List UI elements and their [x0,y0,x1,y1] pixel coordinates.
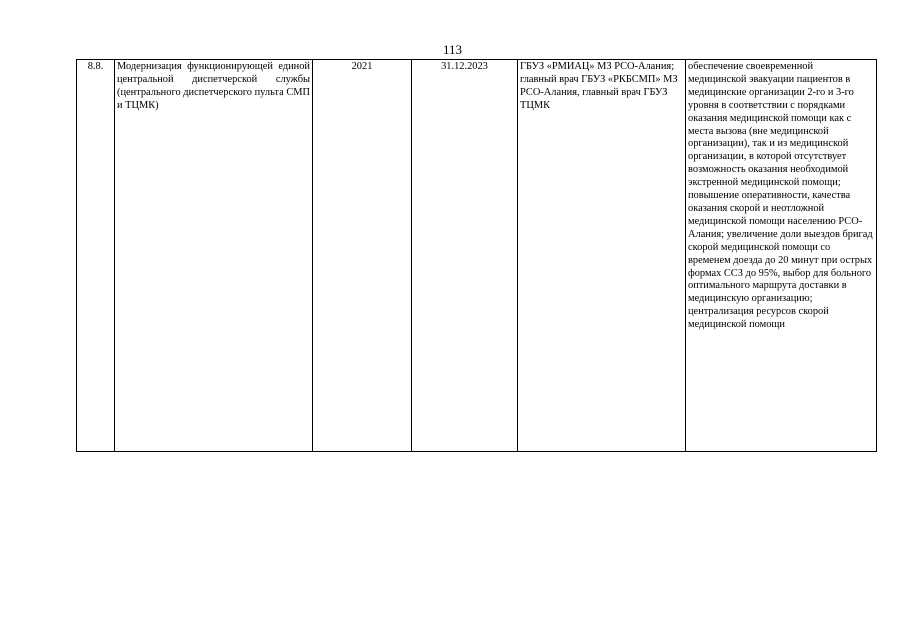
measure-name: Модернизация функционирующей единой центральной диспетчерской службы (центрального диспетчерского пульта СМП и ТЦМК) [117,61,310,111]
page-number: 113 [442,42,463,57]
end-date-cell [412,60,518,452]
executors-cell [518,60,686,452]
table-row [77,60,877,452]
measure-number-cell [77,60,115,452]
measures-table [76,59,877,452]
expected-result-text: обеспечение своевременной медицинской эвакуации пациентов в медицинские организации 2-го и 3-го уровня в соответствии с порядками оказания медицинской помощи как с места вызова (вне медицинской организации), так и из медицинской организации, в которой отсутствует возможность оказания необходимой экстренной медицинской помощи; повышение оперативности, качества оказания скорой и неотложной медицинской помощи населению РСО-Алания; увеличение доли выездов бригад скорой медицинской помощи со временем доезда до 20 минут при острых формах ССЗ до 95%, выбор для больного оптимального маршрута доставки в медицинскую организацию; централизация ресурсов скорой медицинской помощи [688,61,873,331]
executors-text: ГБУЗ «РМИАЦ» МЗ РСО-Алания; главный врач ГБУЗ «РКБСМП» МЗ РСО-Алания, главный врач ГБУЗ ТЦМК [520,61,678,111]
measure-name-cell [115,60,313,452]
start-year: 2021 [351,61,373,72]
end-date: 31.12.2023 [441,61,488,72]
start-year-cell [313,60,412,452]
expected-result-cell [686,60,877,452]
measure-number: 8.8. [87,61,104,72]
